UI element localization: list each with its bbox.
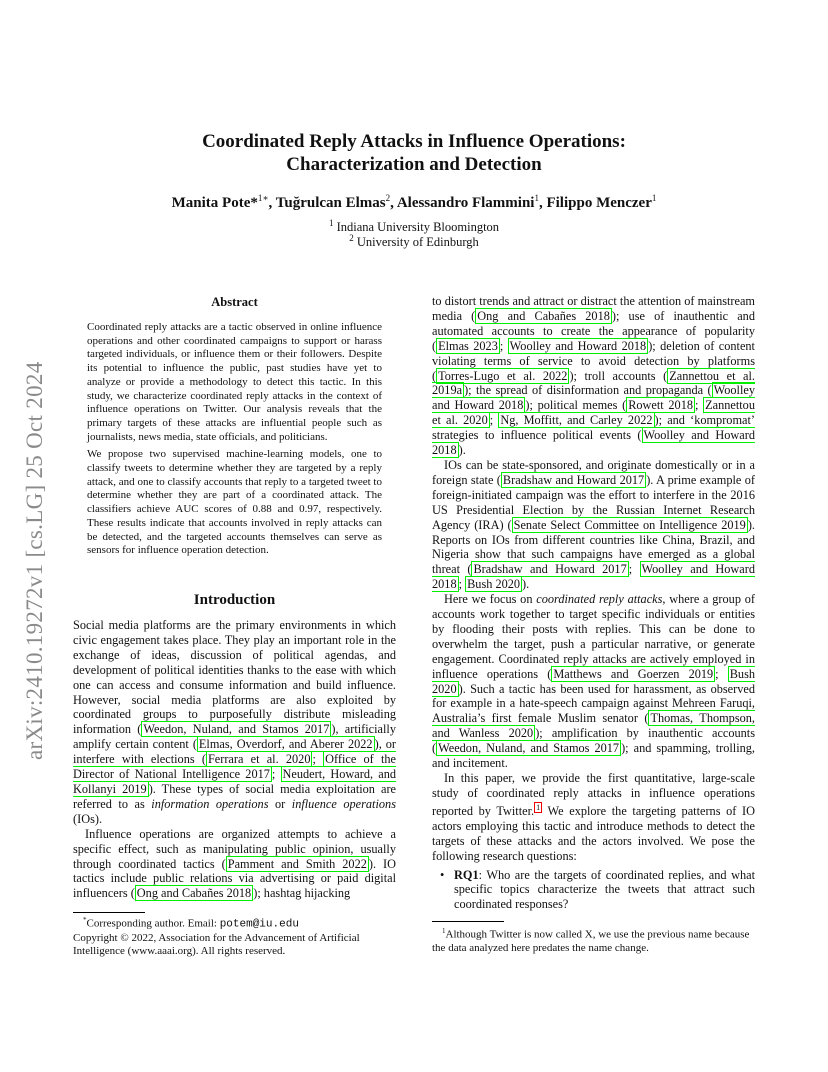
footnote-text: Although Twitter is now called X, we use the previous name because the data analyzed here predates the name change.	[432, 928, 750, 954]
citation-link[interactable]: Zannettou et al. 2020	[432, 398, 755, 428]
title-line-1: Coordinated Reply Attacks in Influence Operations:	[202, 131, 626, 152]
body-paragraph: to distort trends and attract or distract the attention of mainstream media ( Ong and Cabañes 2018 ); use of inauthentic and automated accounts to create the appearance of popularity ( Elmas 2023 ; Woolley and Howard 2018 ); deletion of content violating terms of service to avoid detection by platforms ( Torres-Lugo et al. 2022 ); troll accounts ( Zannettou et al. 2019a ); the spread of disinformation and propaganda ( Woolley and Howard 2018 ); political memes ( Rowett 2018 ; Zannettou et al. 2020 ; Ng, Moffitt, and Carley 2022 ); and ‘kompromat’ strategies to influence political events ( Woolley and Howard 2018 ).	[432, 294, 755, 458]
intro-left-column	[73, 618, 396, 901]
footnote-mark: 1	[442, 927, 446, 935]
copyright-note: Copyright © 2022, Association for the Advancement of Artificial Intelligence (www.aaai.org). All rights reserved.	[73, 931, 360, 958]
citation-link[interactable]: Ng, Moffitt, and Carley 2022	[500, 413, 653, 428]
citation-link[interactable]: Thomas, Thompson, and Wanless 2020	[432, 711, 755, 741]
citation-link[interactable]: Pamment and Smith 2022	[227, 856, 367, 871]
author-name: Filippo Menczer	[546, 195, 652, 211]
citation-link[interactable]: Matthews and Goerzen 2019	[553, 666, 714, 681]
right-column	[432, 294, 755, 912]
abstract-paragraph: We propose two supervised machine-learning models, one to classify tweets to determine whether they are targeted by a reply attack, and one to classify accounts that reply to a targeted tweet to determine whether they are part of a coordinated attack. The classifiers achieve AUC scores of 0.88 and 0.97, respectively. These results indicate that accounts involved in reply attacks can be detected, and the targeted accounts themselves can serve as sensors for influence operation detection.	[87, 448, 382, 557]
author-affiliation-mark: 1	[534, 193, 539, 203]
abstract-body	[87, 321, 382, 558]
citation-link[interactable]: Weedon, Nuland, and Stamos 2017	[438, 741, 620, 756]
section-heading-introduction: Introduction	[193, 592, 276, 608]
author-list: Manita Pote*$^{1∗}$, Tuğrulcan Elmas$^2$, Alessandro Flammini$^1$, Filippo Menczer$^1$	[171, 193, 657, 211]
citation-link[interactable]: Ong and Cabañes 2018	[136, 886, 252, 901]
citation-link[interactable]: Ferrara et al. 2020	[207, 752, 311, 767]
affiliation: $^1$ Indiana University Bloomington	[328, 218, 500, 235]
author-name: Tuğrulcan Elmas	[275, 195, 386, 211]
affiliation: $^2$ University of Edinburgh	[349, 233, 479, 250]
author-affiliation-mark: 1∗	[257, 193, 269, 203]
body-paragraph: In this paper, we provide the first quantitative, large-scale study of coordinated reply attacks in influence operations reported by Twitter. $^1$ We explore the targeting patterns of IO actors employing this tactic and introduce methods to detect the targets of these attacks and the actors involved. We pose the following research questions:	[432, 771, 756, 863]
citation-link[interactable]: Rowett 2018	[628, 398, 693, 413]
author-affiliation-mark: 1	[651, 193, 657, 203]
citation-link[interactable]: Office of the Director of National Intelligence 2017	[73, 752, 396, 782]
citation-link[interactable]: Woolley and Howard 2018	[432, 383, 755, 413]
citation-link[interactable]: Elmas 2023	[438, 338, 498, 353]
footnote-left	[73, 914, 403, 958]
citation-link[interactable]: Neudert, Howard, and Kollanyi 2019	[73, 767, 396, 796]
citation-link[interactable]: Elmas, Overdorf, and Aberer 2022	[198, 737, 373, 752]
author-name: Alessandro Flammini	[396, 195, 535, 211]
footnote-rule	[73, 912, 145, 913]
citation-link[interactable]: Weedon, Nuland, and Stamos 2017	[143, 722, 330, 737]
citation-link[interactable]: Torres-Lugo et al. 2022	[438, 368, 568, 383]
body-paragraph: IOs can be state-sponsored, and originate domestically or in a foreign state ( Bradshaw and Howard 2017 ). A prime example of foreign-initiated campaign was the effort to interfere in the 2016 US Presidential Election by the Russian Internet Research Agency (IRA) ( Senate Select Committee on Intelligence 2019 ). Reports on IOs from different countries like China, Brazil, and Nigeria show that such campaigns have emerged as a global threat ( Bradshaw and Howard 2017 ; Woolley and Howard 2018 ; Bush 2020 ).	[432, 457, 756, 592]
title-line-2: Characterization and Detection	[286, 154, 542, 175]
body-paragraph: Social media platforms are the primary environments in which civic engagement takes place. They play an important role in the exchange of ideas, discussion of political agendas, and development of political identities thanks to the ease with which one can access and consume information and build influence. However, social media platforms are also exploited by coordinated groups to purposefully distribute misleading information ( Weedon, Nuland, and Stamos 2017 ), artificially amplify certain content ( Elmas, Overdorf, and Aberer 2022 ), or interfere with elections ( Ferrara et al. 2020 ; Office of the Director of National Intelligence 2017 ; Neudert, Howard, and Kollanyi 2019 ). These types of social media exploitation are referred to as information operations or influence operations (IOs).	[73, 618, 397, 826]
author-name: Manita Pote*	[171, 195, 258, 211]
citation-link[interactable]: Zannettou et al. 2019a	[432, 368, 755, 398]
citation-link[interactable]: Woolley and Howard 2018	[432, 562, 756, 592]
research-question-item: • RQ1: Who are the targets of coordinated replies, and what specific topics characterize the tweets that attract such coordinated responses?	[440, 867, 755, 912]
citation-link[interactable]: Bradshaw and Howard 2017	[473, 562, 627, 577]
paper-title	[0, 130, 828, 176]
citation-link[interactable]: Bush 2020	[467, 577, 521, 592]
bullet-icon: •	[440, 867, 445, 882]
arxiv-identifier: arXiv:2410.19272v1 [cs.LG] 25 Oct 2024	[22, 361, 47, 760]
footnote-link[interactable]: 1	[536, 802, 541, 812]
footnote-rule	[432, 921, 504, 922]
citation-link[interactable]: Bush 2020	[432, 666, 756, 696]
citation-link[interactable]: Ong and Cabañes 2018	[477, 308, 610, 323]
abstract-heading: Abstract	[211, 295, 258, 309]
citation-link[interactable]: Bradshaw and Howard 2017	[502, 472, 645, 487]
body-paragraph: Here we focus on coordinated reply attacks, where a group of accounts work together to target specific individuals or entities by flooding their posts with replies. This can be done to overwhelm the target, push a particular narrative, or generate engagement. Coordinated reply attacks are actively employed in influence operations ( Matthews and Goerzen 2019 ; Bush 2020 ). Such a tactic has been used for harassment, as observed for example in a hate-speech campaign against Mehreen Faruqi, Australia’s first female Muslim senator ( Thomas, Thompson, and Wanless 2020 ); amplification by inauthentic accounts ( Weedon, Nuland, and Stamos 2017 ); and spamming, trolling, and incitement.	[432, 592, 756, 771]
citation-link[interactable]: Woolley and Howard 2018	[509, 338, 647, 353]
abstract-paragraph: Coordinated reply attacks are a tactic observed in online influence operations and other coordinated campaigns to support or harass targeted individuals, or influence them or their followers. Despite its potential to influence the public, past studies have yet to analyze or provide a methodology to detect this tactic. In this study, we characterize coordinated reply attacks in the context of influence operations on Twitter. Our analysis reveals that the primary targets of these attacks are influential people such as journalists, news media, state officials, and politicians.	[87, 321, 382, 443]
research-question-list	[432, 868, 755, 913]
citation-link[interactable]: Woolley and Howard 2018	[432, 428, 755, 458]
corresponding-author-note: *Corresponding author. Email: potem@iu.edu	[83, 916, 299, 931]
body-paragraph: Influence operations are organized attempts to achieve a specific effect, such as manipulating public opinion, usually through coordinated tactics ( Pamment and Smith 2022 ). IO tactics include public relations via advertising or paid digital influencers ( Ong and Cabañes 2018 ); hashtag hijacking	[73, 826, 396, 901]
author-email: potem@iu.edu	[219, 918, 299, 931]
author-affiliation-mark: 2	[385, 193, 391, 203]
citation-link[interactable]: Senate Select Committee on Intelligence 2019	[513, 517, 746, 532]
footnote-right	[432, 925, 762, 955]
